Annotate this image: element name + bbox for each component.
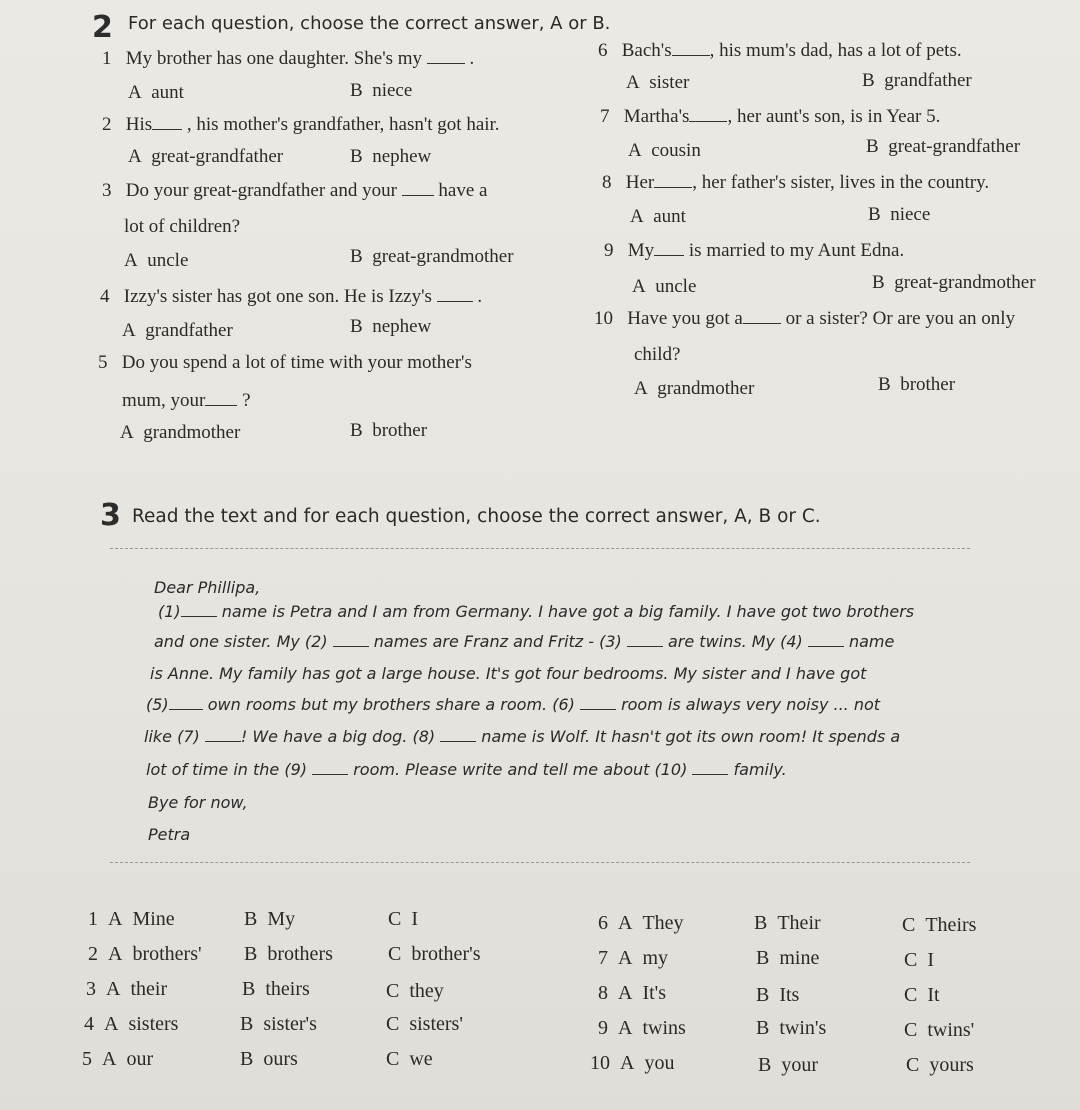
letter-blank-2[interactable] bbox=[333, 646, 369, 647]
q2-option-a[interactable]: A great-grandfather bbox=[128, 146, 284, 167]
letter-closing: Bye for now, bbox=[148, 793, 248, 812]
exercise-3-number: 3 bbox=[100, 498, 121, 533]
option-a[interactable]: you bbox=[644, 1052, 675, 1074]
q7-option-b[interactable]: B great-grandfather bbox=[866, 136, 1021, 157]
answer-blank[interactable] bbox=[402, 195, 434, 196]
question-5-line2: mum, your ? bbox=[122, 390, 251, 411]
answer-blank[interactable] bbox=[689, 121, 727, 122]
option-c[interactable]: C sisters' bbox=[386, 1013, 463, 1035]
q5-option-b[interactable]: B brother bbox=[350, 420, 428, 441]
question-3: 3 Do your great-grandfather and your have a bbox=[102, 180, 488, 201]
option-b[interactable]: B mine bbox=[756, 947, 820, 969]
option-c[interactable]: C we bbox=[386, 1048, 433, 1070]
answer-row: 5 A our bbox=[82, 1048, 154, 1070]
question-10: 10 Have you got a or a sister? Or are you an only bbox=[594, 308, 1016, 329]
letter-blank-7[interactable] bbox=[205, 741, 241, 742]
question-10-line2: child? bbox=[634, 344, 681, 365]
question-4: 4 Izzy's sister has got one son. He is Izzy's . bbox=[100, 286, 483, 307]
question-1: 1 My brother has one daughter. She's my . bbox=[102, 48, 475, 69]
letter-blank-4[interactable] bbox=[808, 646, 844, 647]
answer-row: 6 A They bbox=[598, 912, 684, 934]
option-c[interactable]: C I bbox=[904, 949, 935, 971]
option-b[interactable]: B brothers bbox=[244, 943, 333, 965]
answer-blank[interactable] bbox=[205, 405, 237, 406]
answer-blank[interactable] bbox=[427, 63, 465, 64]
letter-blank-1[interactable] bbox=[181, 616, 217, 617]
option-b[interactable]: B theirs bbox=[242, 978, 310, 1000]
letter-line-4: (5) own rooms but my brothers share a room. (6) room is always very noisy ... not bbox=[146, 695, 881, 714]
option-a[interactable]: brothers' bbox=[132, 943, 202, 965]
q5-option-a[interactable]: A grandmother bbox=[120, 422, 241, 443]
letter-line-1: (1) name is Petra and I am from Germany. I have got a big family. I have got two brothers bbox=[158, 602, 915, 621]
option-a[interactable]: Mine bbox=[132, 908, 175, 930]
answer-row: 7 A my bbox=[598, 947, 669, 969]
letter-bottom-border bbox=[110, 862, 970, 863]
option-c[interactable]: C I bbox=[388, 908, 419, 930]
option-a[interactable]: our bbox=[126, 1048, 154, 1070]
letter-blank-8[interactable] bbox=[440, 741, 476, 742]
answer-row: 8 A It's bbox=[598, 982, 667, 1004]
option-a[interactable]: sisters bbox=[128, 1013, 179, 1035]
question-6: 6 Bach's , his mum's dad, has a lot of pets. bbox=[598, 40, 962, 61]
option-c[interactable]: C yours bbox=[906, 1054, 974, 1076]
exercise-2-instruction: For each question, choose the correct answer, A or B. bbox=[128, 13, 611, 34]
letter-line-2: and one sister. My (2) names are Franz and Fritz - (3) are twins. My (4) name bbox=[154, 632, 895, 651]
answer-row: 4 A sisters bbox=[84, 1013, 179, 1035]
exercise-3-instruction: Read the text and for each question, choose the correct answer, A, B or C. bbox=[132, 506, 821, 527]
q1-option-a[interactable]: A aunt bbox=[128, 82, 184, 103]
q4-option-a[interactable]: A grandfather bbox=[122, 320, 233, 341]
q10-option-a[interactable]: A grandmother bbox=[634, 378, 755, 399]
question-5: 5 Do you spend a lot of time with your mother's bbox=[98, 352, 472, 373]
option-b[interactable]: B My bbox=[244, 908, 296, 930]
answer-row: 9 A twins bbox=[598, 1017, 686, 1039]
exercise-2-number: 2 bbox=[92, 10, 113, 45]
answer-blank[interactable] bbox=[672, 55, 710, 56]
question-2: 2 His , his mother's grandfather, hasn't got hair. bbox=[102, 114, 500, 135]
option-a[interactable]: their bbox=[130, 978, 168, 1000]
q3-option-b[interactable]: B great-grandmother bbox=[350, 246, 514, 267]
q4-option-b[interactable]: B nephew bbox=[350, 316, 432, 337]
letter-greeting: Dear Phillipa, bbox=[154, 578, 261, 597]
letter-line-6: lot of time in the (9) room. Please write and tell me about (10) family. bbox=[146, 760, 787, 779]
option-c[interactable]: C Theirs bbox=[902, 914, 977, 936]
answer-blank[interactable] bbox=[654, 187, 692, 188]
question-9: 9 My is married to my Aunt Edna. bbox=[604, 240, 905, 261]
question-7: 7 Martha's , her aunt's son, is in Year 5. bbox=[600, 106, 941, 127]
letter-line-3: is Anne. My family has got a large house. It's got four bedrooms. My sister and I have got bbox=[150, 664, 867, 683]
q2-option-b[interactable]: B nephew bbox=[350, 146, 432, 167]
option-c[interactable]: C they bbox=[386, 980, 444, 1002]
q10-option-b[interactable]: B brother bbox=[878, 374, 956, 395]
q1-option-b[interactable]: B niece bbox=[350, 80, 413, 101]
letter-blank-9[interactable] bbox=[312, 774, 348, 775]
letter-blank-6[interactable] bbox=[580, 709, 616, 710]
letter-blank-10[interactable] bbox=[692, 774, 728, 775]
option-c[interactable]: C It bbox=[904, 984, 940, 1006]
q6-option-a[interactable]: A sister bbox=[626, 72, 690, 93]
answer-row: 2 A brothers' bbox=[88, 943, 202, 965]
letter-signature: Petra bbox=[148, 825, 191, 844]
option-b[interactable]: B Their bbox=[754, 912, 821, 934]
option-a[interactable]: twins bbox=[642, 1017, 686, 1039]
option-b[interactable]: B twin's bbox=[756, 1017, 827, 1039]
answer-row: 3 A their bbox=[86, 978, 168, 1000]
answer-blank[interactable] bbox=[152, 129, 182, 130]
option-b[interactable]: B sister's bbox=[240, 1013, 317, 1035]
answer-blank[interactable] bbox=[743, 323, 781, 324]
option-b[interactable]: B Its bbox=[756, 984, 800, 1006]
q8-option-b[interactable]: B niece bbox=[868, 204, 931, 225]
answer-blank[interactable] bbox=[654, 255, 684, 256]
option-c[interactable]: C brother's bbox=[388, 943, 481, 965]
q9-option-a[interactable]: A uncle bbox=[632, 276, 697, 297]
option-c[interactable]: C twins' bbox=[904, 1019, 975, 1041]
question-3-line2: lot of children? bbox=[124, 216, 241, 237]
answer-row: 1 A Mine bbox=[88, 908, 175, 930]
answer-row: 10 A you bbox=[590, 1052, 675, 1074]
question-8: 8 Her , her father's sister, lives in the country. bbox=[602, 172, 990, 193]
letter-line-5: like (7) ! We have a big dog. (8) name is Wolf. It hasn't got its own room! It spends a bbox=[144, 727, 901, 746]
option-a[interactable]: my bbox=[642, 947, 669, 969]
q9-option-b[interactable]: B great-grandmother bbox=[872, 272, 1036, 293]
letter-blank-5[interactable] bbox=[169, 709, 203, 710]
answer-blank[interactable] bbox=[437, 301, 473, 302]
q3-option-a[interactable]: A uncle bbox=[124, 250, 189, 271]
letter-text bbox=[140, 575, 950, 845]
option-b[interactable]: B your bbox=[758, 1054, 819, 1076]
letter-top-border bbox=[110, 548, 970, 549]
q7-option-a[interactable]: A cousin bbox=[628, 140, 701, 161]
option-b[interactable]: B ours bbox=[240, 1048, 298, 1070]
q6-option-b[interactable]: B grandfather bbox=[862, 70, 972, 91]
letter-blank-3[interactable] bbox=[627, 646, 663, 647]
option-a[interactable]: It's bbox=[642, 982, 667, 1004]
option-a[interactable]: They bbox=[642, 912, 684, 934]
q8-option-a[interactable]: A aunt bbox=[630, 206, 686, 227]
